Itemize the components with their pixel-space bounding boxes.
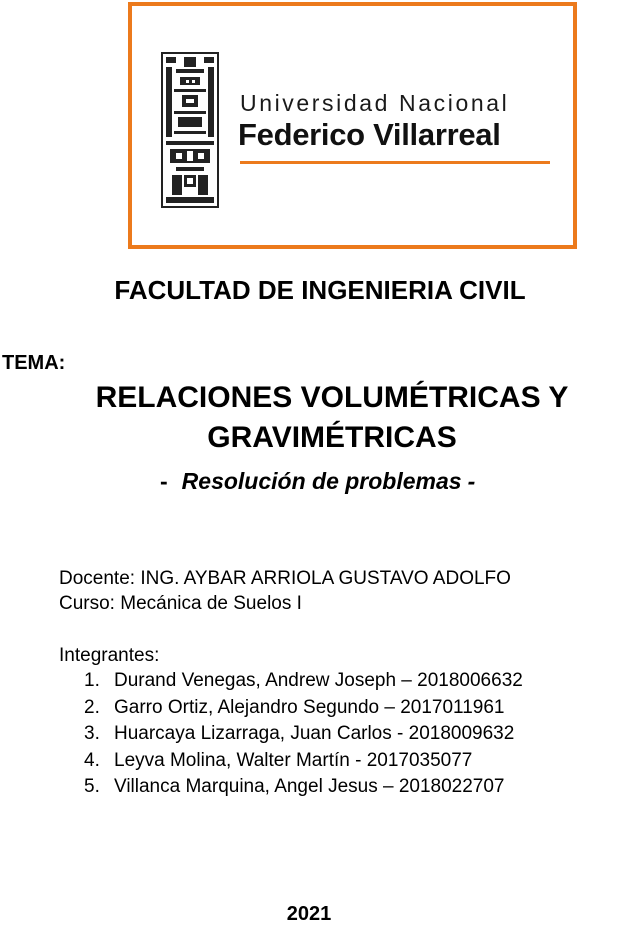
university-name-line2: Federico Villarreal [238,117,501,152]
title-line-2: GRAVIMÉTRICAS [207,421,457,454]
subtitle [160,468,475,495]
list-item [84,750,523,777]
university-name-line1: Universidad Nacional [240,90,510,116]
integrantes-label: Integrantes: [59,645,160,666]
list-item [84,723,523,750]
list-item [84,670,523,697]
subtitle-lead-dash: - [160,468,168,494]
subtitle-trail-dash: - [467,468,476,494]
list-item [84,776,523,803]
docente-label: Docente: [59,568,136,589]
list-item-text: Huarcaya Lizarraga, Juan Carlos - 2018009632 [114,723,515,744]
curso-line [59,593,302,615]
title-line-1: RELACIONES VOLUMÉTRICAS Y [95,381,569,414]
tema-label: TEMA: [2,352,66,374]
list-item-number: 4. [84,749,100,771]
members-list [84,670,523,803]
subtitle-text: Resolución de problemas [181,468,462,494]
pre-columbian-emblem-icon [160,51,220,209]
year-label: 2021 [286,903,332,925]
list-item-text: Villanca Marquina, Angel Jesus – 2018022707 [114,776,505,797]
university-logo [128,2,577,249]
list-item-number: 3. [84,723,100,744]
curso-value: Mecánica de Suelos I [120,593,302,614]
docente-line [59,568,511,590]
docente-value: ING. AYBAR ARRIOLA GUSTAVO ADOLFO [140,568,511,589]
list-item-text: Leyva Molina, Walter Martín - 2017035077 [114,749,473,771]
logo-underline [240,161,550,164]
list-item-text: Durand Venegas, Andrew Joseph – 2018006632 [114,670,523,691]
list-item [84,697,523,724]
list-item-number: 2. [84,696,100,718]
list-item-number: 1. [84,670,100,691]
list-item-number: 5. [84,776,100,797]
faculty-heading: FACULTAD DE INGENIERIA CIVIL [114,275,526,305]
list-item-text: Garro Ortiz, Alejandro Segundo – 2017011961 [114,696,505,718]
curso-label: Curso: [59,593,115,614]
